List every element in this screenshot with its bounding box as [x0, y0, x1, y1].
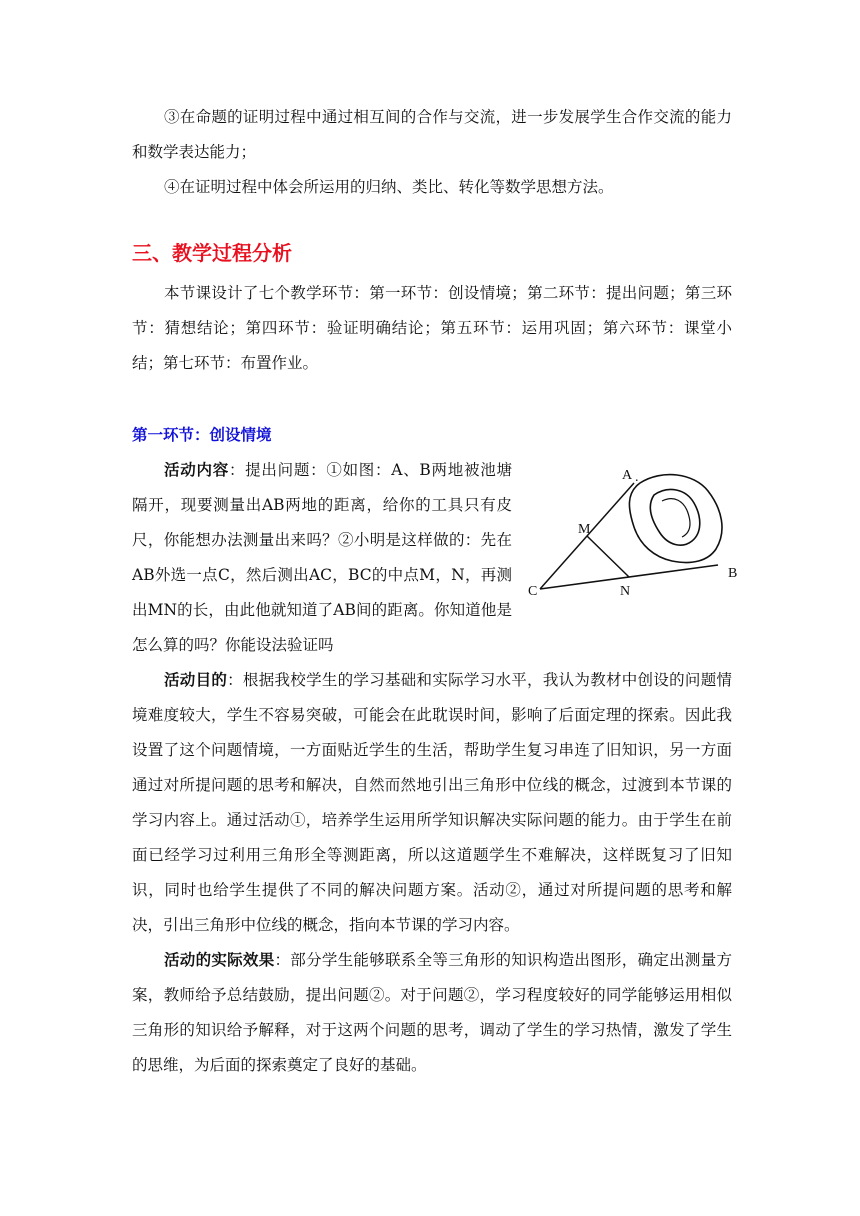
section-intro: 本节课设计了七个教学环节：第一环节：创设情境；第二环节：提出问题；第三环节：猜想结论；第四环节：验证明确结论；第五环节：运用巩固；第六环节：课堂小结；第七环节：布置作业。	[132, 284, 732, 372]
label-a: A	[622, 468, 633, 483]
activity-content-text: ：提出问题：①如图：A、B两地被池塘隔开，现要测量出AB两地的距离，给你的工具只有皮尺，你能想办法测量出来吗？②小明是这样做的：先在AB外选一点C，然后测出AC，BC的中点M，N，再测出MN的长，由此他就知道了AB间的距离。你知道他是怎么算的吗？你能设法验证吗	[132, 461, 512, 654]
diagram-svg	[522, 461, 772, 601]
objective-item-4: ④在证明过程中体会所运用的归纳、类比、转化等数学思想方法。	[164, 178, 614, 196]
pond-inner	[650, 489, 700, 545]
line-mn	[587, 536, 629, 577]
label-a-dot: .	[635, 470, 639, 485]
activity-purpose	[132, 663, 732, 943]
pond-outline	[629, 475, 722, 563]
activity-purpose-label: 活动目的	[164, 671, 228, 689]
activity-content-label: 活动内容	[164, 461, 229, 479]
pond-triangle-diagram	[522, 461, 772, 601]
section-title: 三、教学过程分析	[132, 241, 292, 265]
label-m: M	[578, 522, 591, 537]
label-b: B	[728, 566, 738, 581]
activity-purpose-text: ：根据我校学生的学习基础和实际学习水平，我认为教材中创设的问题情境难度较大，学生不容易突破，可能会在此耽误时间，影响了后面定理的探索。因此我设置了这个问题情境，一方面贴近学生的生活，帮助学生复习串连了旧知识，另一方面通过对所提问题的思考和解决，自然而然地引出三角形中位线的概念，过渡到本节课的学习内容上。通过活动①，培养学生运用所学知识解决实际问题的能力。由于学生在前面已经学习过利用三角形全等测距离，所以这道题学生不难解决，这样既复习了旧知识，同时也给学生提供了不同的解决问题方案。活动②，通过对所提问题的思考和解决，引出三角形中位线的概念，指向本节课的学习内容。	[132, 671, 732, 934]
objective-item-3: ③在命题的证明过程中通过相互间的合作与交流，进一步发展学生合作交流的能力和数学表达能力；	[132, 108, 732, 161]
activity-effect-text: ：部分学生能够联系全等三角形的知识构造出图形，确定出测量方案，教师给予总结鼓励，提出问题②。对于问题②，学习程度较好的同学能够运用相似三角形的知识给予解释，对于这两个问题的思考，调动了学生的学习热情，激发了学生的思维，为后面的探索奠定了良好的基础。	[132, 951, 732, 1074]
subsection-title: 第一环节：创设情境	[132, 426, 272, 444]
pond-detail	[662, 499, 690, 537]
document-page	[132, 100, 738, 1083]
activity-effect	[132, 943, 732, 1083]
activity-effect-label: 活动的实际效果	[164, 951, 275, 969]
label-c: C	[528, 584, 538, 599]
activity-block	[132, 453, 738, 663]
label-n: N	[620, 584, 631, 599]
